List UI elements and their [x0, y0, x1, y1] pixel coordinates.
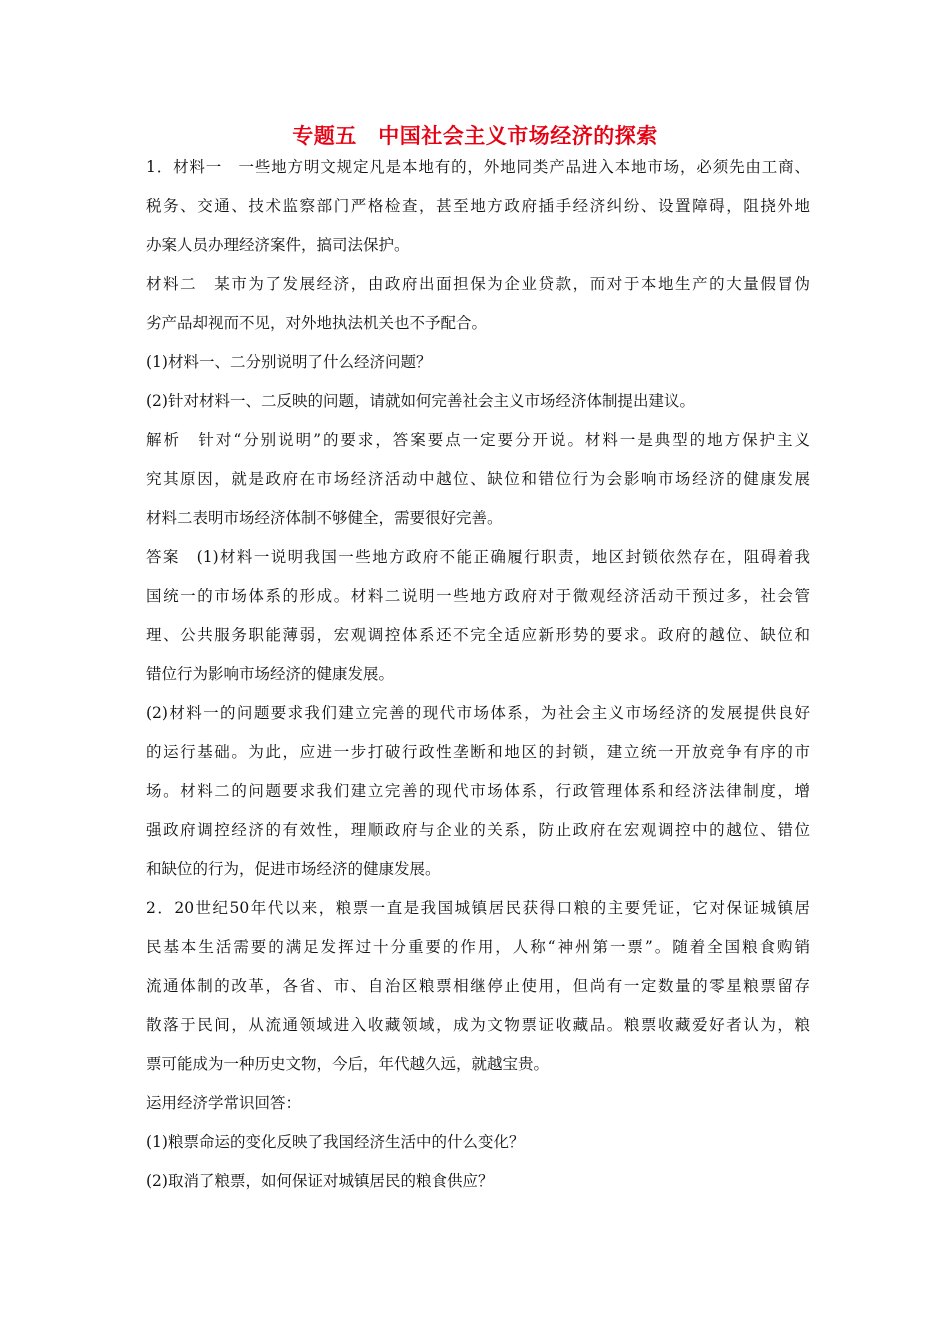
text-line: (1)粮票命运的变化反映了我国经济生活中的什么变化？: [146, 1133, 525, 1151]
text-line: 税务、交通、技术监察部门严格检查，甚至地方政府插手经济纠纷、设置障碍，阻挠外地: [146, 197, 810, 215]
text-line: 票可能成为一种历史文物，今后，年代越久远，就越宝贵。: [146, 1055, 550, 1073]
text-line: 材料二 某市为了发展经济，由政府出面担保为企业贷款，而对于本地生产的大量假冒伪: [146, 275, 810, 293]
text-line: 运用经济学常识回答：: [146, 1094, 302, 1112]
text-line: 1．材料一 一些地方明文规定凡是本地有的，外地同类产品进入本地市场，必须先由工商、: [146, 158, 810, 176]
text-line: 流通体制的改革，各省、市、自治区粮票相继停止使用，但尚有一定数量的零星粮票留存: [146, 977, 810, 995]
text-line: 民基本生活需要的满足发挥过十分重要的作用，人称“神州第一票”。随着全国粮食购销: [146, 938, 810, 956]
text-line: 理、公共服务职能薄弱，宏观调控体系还不完全适应新形势的要求。政府的越位、缺位和: [146, 626, 810, 644]
text-line: 错位行为影响市场经济的健康发展。: [146, 665, 395, 683]
text-line: 答案 (1)材料一说明我国一些地方政府不能正确履行职责，地区封锁依然存在，阻碍着我: [146, 548, 810, 566]
document-body: [146, 148, 810, 1201]
text-line: 场。材料二的问题要求我们建立完善的现代市场体系，行政管理体系和经济法律制度，增: [146, 782, 810, 800]
text-line: (2)取消了粮票，如何保证对城镇居民的粮食供应？: [146, 1172, 494, 1190]
text-line: (2)材料一的问题要求我们建立完善的现代市场体系，为社会主义市场经济的发展提供良好: [146, 704, 810, 722]
text-line: 和缺位的行为，促进市场经济的健康发展。: [146, 860, 441, 878]
text-line: 材料二表明市场经济体制不够健全，需要很好完善。: [146, 509, 503, 527]
text-line: (2)针对材料一、二反映的问题，请就如何完善社会主义市场经济体制提出建议。: [146, 392, 695, 410]
text-line: 强政府调控经济的有效性，理顺政府与企业的关系，防止政府在宏观调控中的越位、错位: [146, 821, 810, 839]
text-line: 究其原因，就是政府在市场经济活动中越位、缺位和错位行为会影响市场经济的健康发展: [146, 470, 810, 488]
text-line: 散落于民间，从流通领域进入收藏领域，成为文物票证收藏品。粮票收藏爱好者认为，粮: [146, 1016, 810, 1034]
text-line: 的运行基础。为此，应进一步打破行政性垄断和地区的封锁，建立统一开放竞争有序的市: [146, 743, 810, 761]
text-line: 劣产品却视而不见，对外地执法机关也不予配合。: [146, 314, 488, 332]
text-line: 解析 针对“分别说明”的要求，答案要点一定要分开说。材料一是典型的地方保护主义: [146, 431, 810, 449]
text-line: (1)材料一、二分别说明了什么经济问题？: [146, 353, 432, 371]
text-line: 国统一的市场体系的形成。材料二说明一些地方政府对于微观经济活动干预过多，社会管: [146, 587, 810, 605]
text-line: 2．20世纪50年代以来，粮票一直是我国城镇居民获得口粮的主要凭证，它对保证城镇居: [146, 899, 810, 917]
document-title: 专题五 中国社会主义市场经济的探索: [292, 124, 658, 148]
text-line: 办案人员办理经济案件，搞司法保护。: [146, 236, 410, 254]
